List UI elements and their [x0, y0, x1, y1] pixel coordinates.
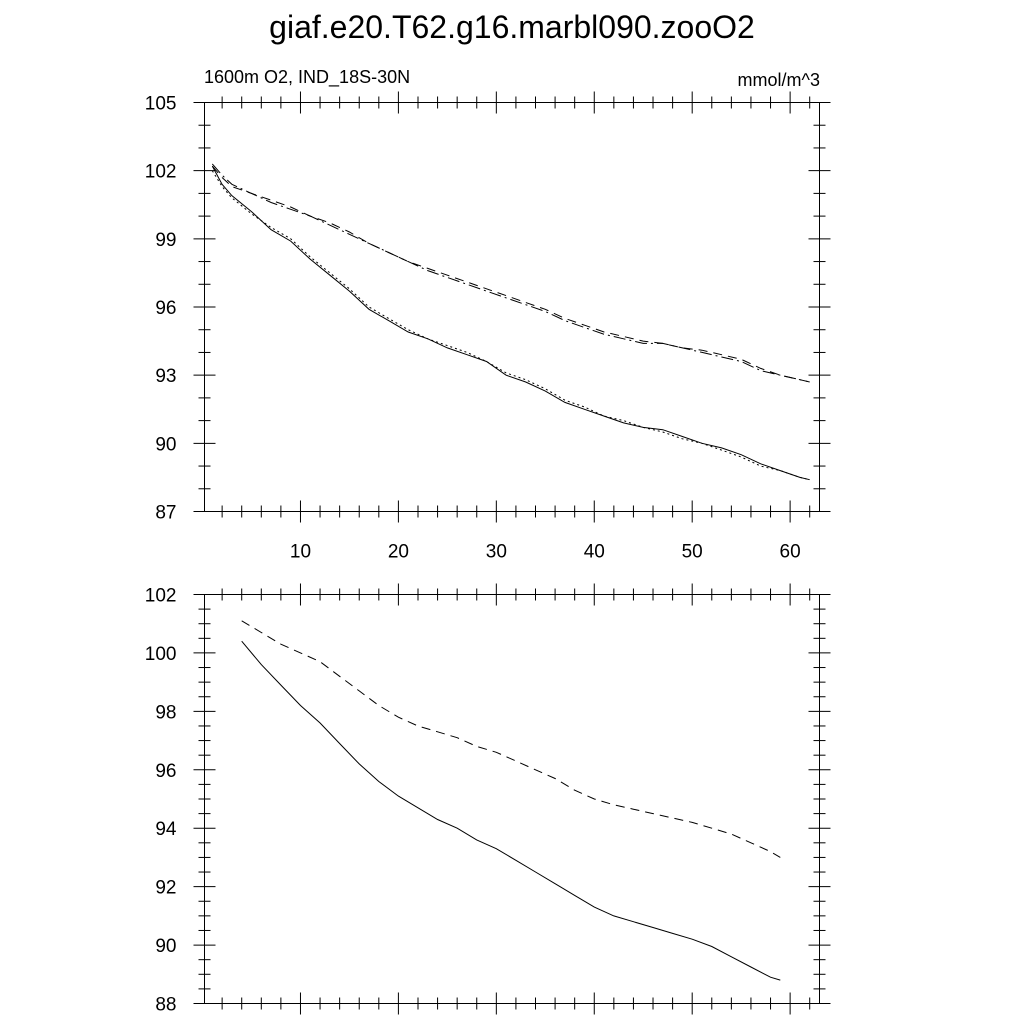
bottom-panel-y-tick-label: 102 — [144, 585, 177, 607]
top-panel-subtitle-left: 1600m O2, IND_18S-30N — [204, 67, 411, 87]
top-panel-series — [212, 164, 809, 480]
top-panel-y-tick-label: 105 — [144, 93, 177, 115]
top-panel-y-tick-label: 99 — [155, 229, 177, 251]
top-panel-y-tick-label: 102 — [144, 161, 177, 183]
top-panel-series-dash-dot-line — [212, 164, 809, 382]
top-panel-x-tick-label: 10 — [289, 541, 312, 563]
top-panel-series-dashed-line — [212, 166, 809, 382]
bottom-panel-y-tick-label: 90 — [155, 936, 177, 958]
top-panel-series-dotted-line — [212, 171, 809, 480]
top-panel-subtitle-right: mmol/m^3 — [737, 70, 820, 90]
bottom-panel-y-tick-label: 100 — [144, 643, 177, 665]
top-panel-y-tick-label: 87 — [155, 502, 177, 524]
bottom-panel-y-tick-label: 96 — [155, 760, 177, 782]
top-panel-y-tick-label: 93 — [155, 366, 177, 388]
top-panel-x-tick-label: 30 — [485, 541, 507, 563]
top-panel-x-tick-label: 50 — [681, 541, 703, 563]
top-panel-y-tick-label: 96 — [155, 298, 177, 319]
top-panel-x-tick-label: 60 — [779, 541, 801, 563]
figure-title: giaf.e20.T62.g16.marbl090.zooO2 — [269, 9, 755, 45]
bottom-panel-y-tick-label: 94 — [155, 819, 177, 841]
bottom-panel-series-dashed-line — [242, 621, 781, 858]
top-panel-x-tick-label: 40 — [583, 541, 605, 563]
bottom-panel-y-tick-label: 88 — [155, 994, 177, 1016]
bottom-panel-y-tick-label: 92 — [155, 877, 177, 899]
top-panel-x-tick-label: 20 — [387, 541, 409, 563]
top-panel — [145, 67, 831, 563]
bottom-panel-series-solid-line — [242, 641, 781, 980]
bottom-panel-frame — [205, 595, 820, 1004]
bottom-panel-series — [242, 621, 781, 980]
top-panel-y-tick-label: 90 — [155, 434, 177, 456]
bottom-panel-y-tick-label: 98 — [155, 702, 177, 724]
bottom-panel — [145, 584, 831, 1016]
top-panel-ticks — [145, 92, 831, 563]
